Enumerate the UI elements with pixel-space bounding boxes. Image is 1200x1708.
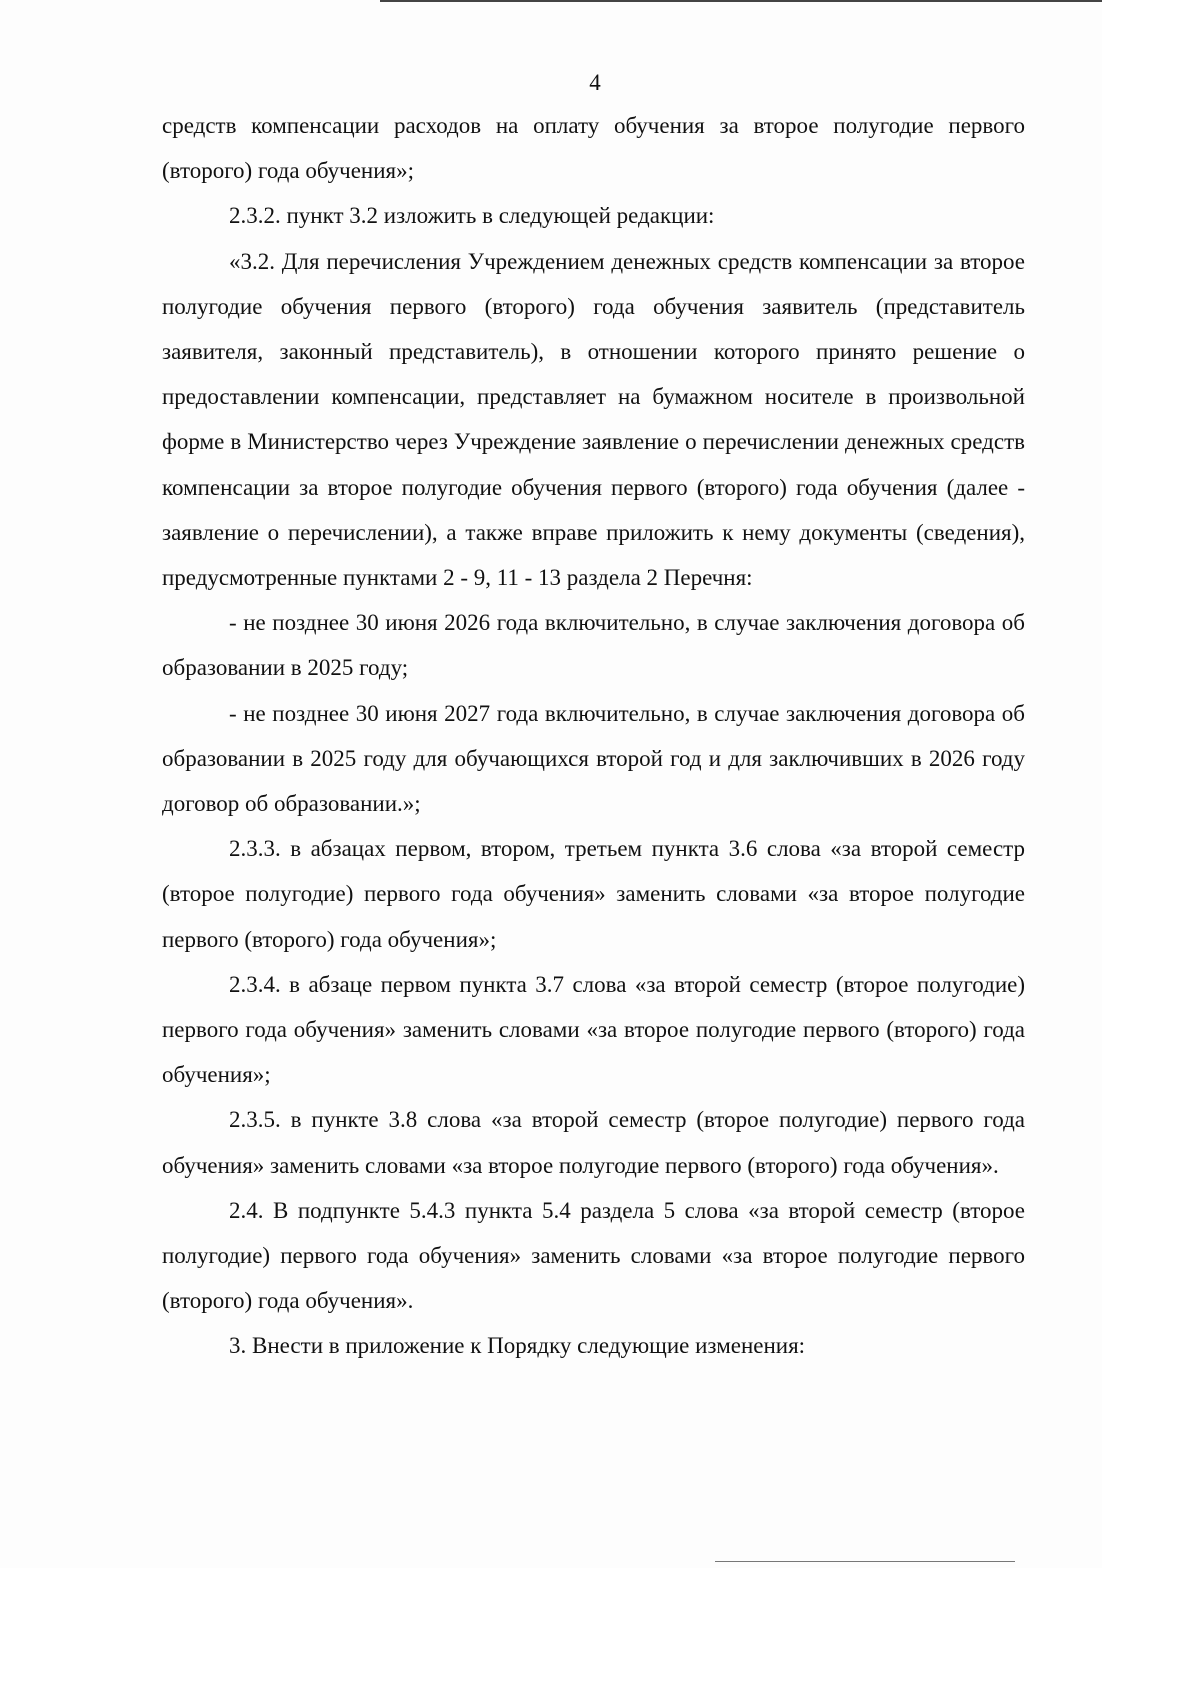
- paragraph: 2.3.3. в абзацах первом, втором, третьем пункта 3.6 слова «за второй семестр (второе полугодие) первого года обучения» заменить словами «за второе полугодие первого (второго) года обучения»;: [162, 836, 1025, 952]
- paragraph: 2.3.4. в абзаце первом пункта 3.7 слова «за второй семестр (второе полугодие) первого года обучения» заменить словами «за второе полугодие первого (второго) года обучения»;: [162, 971, 1025, 1088]
- paragraph: 2.3.2. пункт 3.2 изложить в следующей редакции:: [229, 203, 715, 229]
- paragraph: 3. Внести в приложение к Порядку следующие изменения:: [229, 1333, 806, 1359]
- paragraph: 2.3.5. в пункте 3.8 слова «за второй семестр (второе полугодие) первого года обучения» заменить словами «за второе полугодие первого (второго) года обучения».: [162, 1107, 1025, 1178]
- paragraph: средств компенсации расходов на оплату обучения за второе полугодие первого (второго) года обучения»;: [162, 113, 1025, 184]
- page-number: 4: [589, 70, 601, 95]
- top-border-line: [380, 0, 1102, 2]
- document-body: [162, 103, 1025, 1369]
- paragraph: 2.4. В подпункте 5.4.3 пункта 5.4 раздела 5 слова «за второй семестр (второе полугодие) первого года обучения» заменить словами «за второе полугодие первого (второго) года обучения».: [162, 1197, 1025, 1314]
- paragraph: - не позднее 30 июня 2027 года включительно, в случае заключения договора об образовании в 2025 году для обучающихся второй год и для заключивших в 2026 году договор об образовании.»;: [162, 700, 1025, 817]
- paragraph: - не позднее 30 июня 2026 года включительно, в случае заключения договора об образовании в 2025 году;: [162, 610, 1025, 681]
- bottom-border-line: [715, 1561, 1015, 1562]
- paragraph: «3.2. Для перечисления Учреждением денежных средств компенсации за второе полугодие обучения первого (второго) года обучения заявитель (представитель заявителя, законный представитель), в отношении которого принято решение о предоставлении компенсации, представляет на бумажном носителе в произвольной форме в Министерство через Учреждение заявление о перечислении денежных средств компенсации за второе полугодие обучения первого (второго) года обучения (далее - заявление о перечислении), а также вправе приложить к нему документы (сведения), предусмотренные пунктами 2 - 9, 11 - 13 раздела 2 Перечня:: [162, 248, 1025, 591]
